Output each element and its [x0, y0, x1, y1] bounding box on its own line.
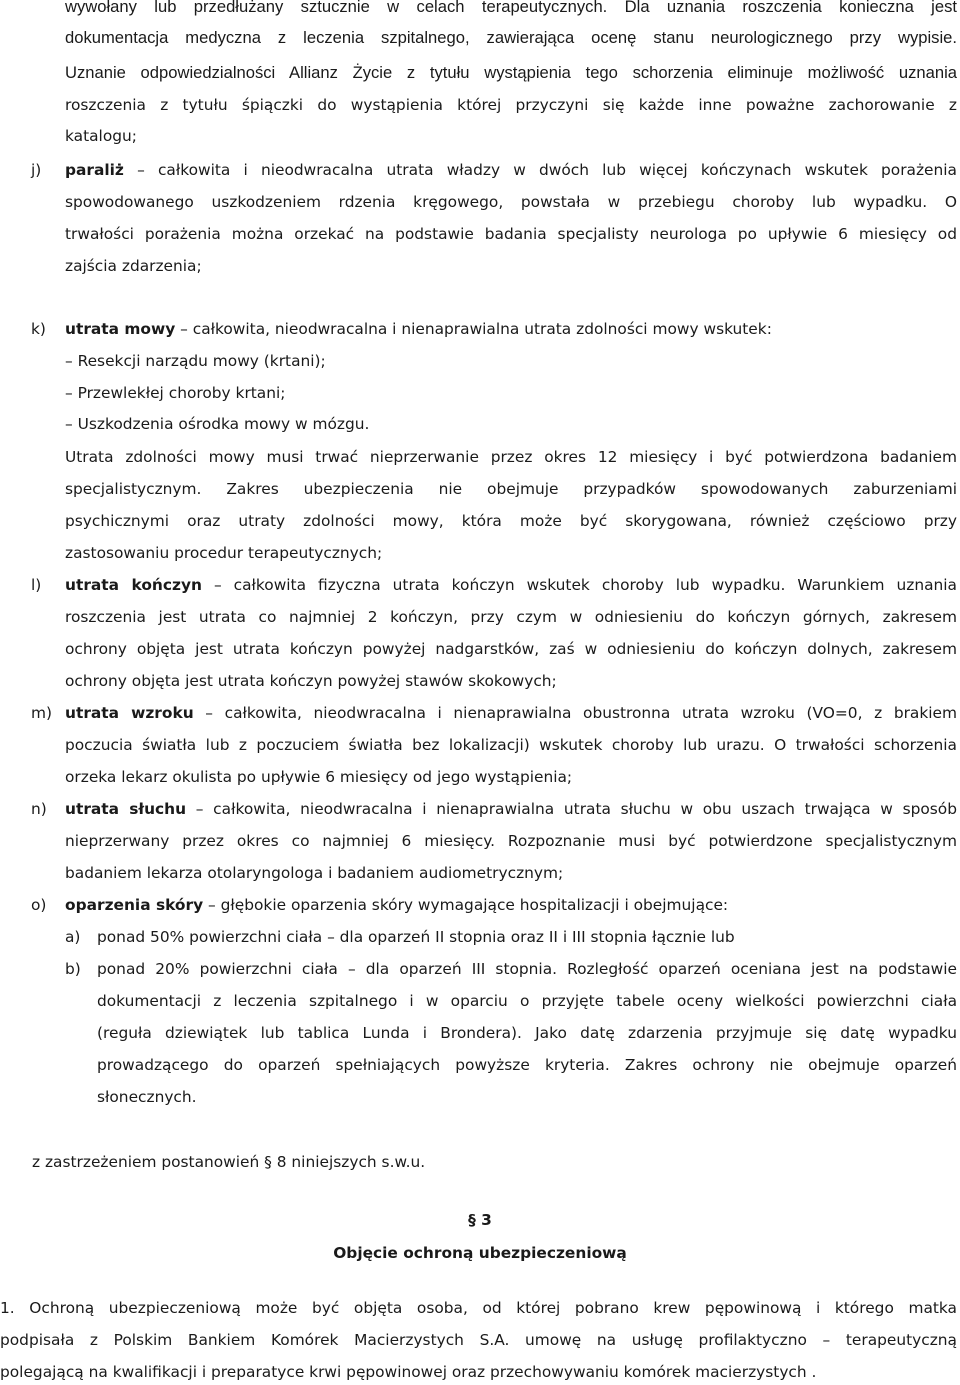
term-heading: oparzenia skóry — [65, 896, 204, 914]
list-item-oparzenia-skory — [65, 895, 728, 915]
definition-text: – całkowita, nieodwracalna i nienaprawialna obustronna utrata wzroku (VO=0, z brakiem — [193, 704, 957, 722]
list-marker: l) — [31, 576, 42, 594]
paragraph-line: ochrony objęta jest utrata kończyn powyżej nadgarstków, zaś w odniesieniu do kończyn dolnych, zakresem — [65, 640, 957, 658]
paragraph-line: ochrony objęta jest utrata kończyn powyżej stawów skokowych; — [65, 672, 557, 690]
term-heading: paraliż — [65, 161, 124, 179]
sub-item: ponad 50% powierzchni ciała – dla oparzeń II stopnia oraz II i III stopnia łącznie lub — [97, 928, 735, 946]
paragraph-line: nieprzerwany przez okres co najmniej 6 miesięcy. Rozpoznanie musi być potwierdzone specjalistycznym — [65, 832, 957, 850]
paragraph-line: badaniem lekarza otolaryngologa i badaniem audiometrycznym; — [65, 864, 564, 882]
paragraph-line: orzeka lekarz okulista po upływie 6 miesięcy od jego wystąpienia; — [65, 768, 573, 786]
definition-text: – całkowita i nieodwracalna utrata władzy w dwóch lub więcej kończynach wskutek porażenia — [123, 161, 957, 179]
sub-list-marker: a) — [65, 928, 81, 946]
list-marker: n) — [31, 800, 47, 818]
paragraph-line: 1. Ochroną ubezpieczeniową może być objęta osoba, od której pobrano krew pępowinową i którego matka — [0, 1299, 957, 1317]
sub-list-marker: b) — [65, 960, 81, 978]
paragraph-line: podpisała z Polskim Bankiem Komórek Macierzystych S.A. umowę na usługę profilaktyczno – terapeutyczną — [0, 1331, 957, 1349]
paragraph-line: zastosowaniu procedur terapeutycznych; — [65, 544, 383, 562]
list-item-utrata-konczyn — [65, 575, 957, 595]
sub-item: – Resekcji narządu mowy (krtani); — [65, 352, 326, 370]
list-marker: m) — [31, 704, 52, 722]
list-item-utrata-sluchu — [65, 799, 957, 819]
paragraph-line: trwałości porażenia można orzekać na podstawie badania specjalisty neurologa po upływie 6 miesięcy od — [65, 225, 957, 243]
term-heading: utrata słuchu — [65, 800, 187, 818]
paragraph-line: roszczenia z tytułu śpiączki do wystąpienia której przyczyni się każde inne poważne zachorowanie z — [65, 96, 957, 114]
paragraph-line: słonecznych. — [97, 1088, 197, 1106]
list-marker: k) — [31, 320, 46, 338]
term-heading: utrata kończyn — [65, 576, 202, 594]
list-item-utrata-wzroku — [65, 703, 957, 723]
list-item-paraliz — [65, 160, 957, 180]
paragraph-line: polegającą na kwalifikacji i preparatyce krwi pępowinowej oraz przechowywaniu komórek macierzystych . — [0, 1363, 817, 1381]
paragraph-line: Uznanie odpowiedzialności Allianz Życie z tytułu wystąpienia tego schorzenia eliminuje możliwość uznania — [65, 63, 957, 82]
paragraph-line: specjalistycznym. Zakres ubezpieczenia nie obejmuje przypadków spowodowanych zaburzeniami — [65, 480, 957, 498]
paragraph-line: dokumentacji z leczenia szpitalnego i w oparciu o przyjęte tabele oceny wielkości powierzchni ciała — [97, 992, 957, 1010]
paragraph-line: Utrata zdolności mowy musi trwać nieprzerwanie przez okres 12 miesięcy i być potwierdzona badaniem — [65, 448, 957, 466]
list-item-utrata-mowy — [65, 319, 772, 339]
list-marker: o) — [31, 896, 47, 914]
definition-text: – całkowita, nieodwracalna i nienaprawialna utrata słuchu w obu uszach trwająca w sposób — [186, 800, 957, 818]
term-heading: utrata wzroku — [65, 704, 194, 722]
term-heading: utrata mowy — [65, 320, 176, 338]
paragraph-line: spowodowanego uszkodzeniem rdzenia kręgowego, powstała w przebiegu choroby lub wypadku. O — [65, 193, 957, 211]
paragraph-line: katalogu; — [65, 127, 137, 145]
paragraph-line: wywołany lub przedłużany sztucznie w celach terapeutycznych. Dla uznania roszczenia konieczna jest — [65, 0, 957, 16]
paragraph-line: dokumentacja medyczna z leczenia szpitalnego, zawierająca ocenę stanu neurologicznego przy wypisie. — [65, 28, 957, 47]
paragraph-line: prowadzącego do oparzeń spełniających powyższe kryteria. Zakres ochrony nie obejmuje oparzeń — [97, 1056, 957, 1074]
definition-text: – całkowita fizyczna utrata kończyn wskutek choroby lub wypadku. Warunkiem uznania — [201, 576, 957, 594]
section-title: Objęcie ochroną ubezpieczeniową — [333, 1244, 627, 1262]
reservation-note: z zastrzeżeniem postanowień § 8 niniejszych s.w.u. — [32, 1153, 426, 1171]
paragraph-line: zajścia zdarzenia; — [65, 257, 202, 275]
definition-text: – głębokie oparzenia skóry wymagające hospitalizacji i obejmujące: — [203, 896, 729, 914]
sub-item: – Przewlekłej choroby krtani; — [65, 384, 286, 402]
section-number: § 3 — [468, 1211, 492, 1229]
paragraph-line: roszczenia jest utrata co najmniej 2 kończyn, przy czym w odniesieniu do kończyn górnych, zakresem — [65, 608, 957, 626]
sub-item: ponad 20% powierzchni ciała – dla oparzeń III stopnia. Rozległość oparzeń oceniana jest na podstawie — [97, 960, 957, 978]
definition-text: – całkowita, nieodwracalna i nienaprawialna utrata zdolności mowy wskutek: — [175, 320, 772, 338]
sub-item: – Uszkodzenia ośrodka mowy w mózgu. — [65, 415, 370, 433]
list-marker: j) — [31, 161, 42, 179]
paragraph-line: (reguła dziewiątek lub tablica Lunda i Brondera). Jako datę zdarzenia przyjmuje się datę wypadku — [97, 1024, 957, 1042]
paragraph-line: psychicznymi oraz utraty zdolności mowy, która może być skorygowana, również częściowo przy — [65, 512, 957, 530]
paragraph-line: poczucia światła lub z poczuciem światła bez lokalizacji) wskutek choroby lub urazu. O trwałości schorzenia — [65, 736, 957, 754]
